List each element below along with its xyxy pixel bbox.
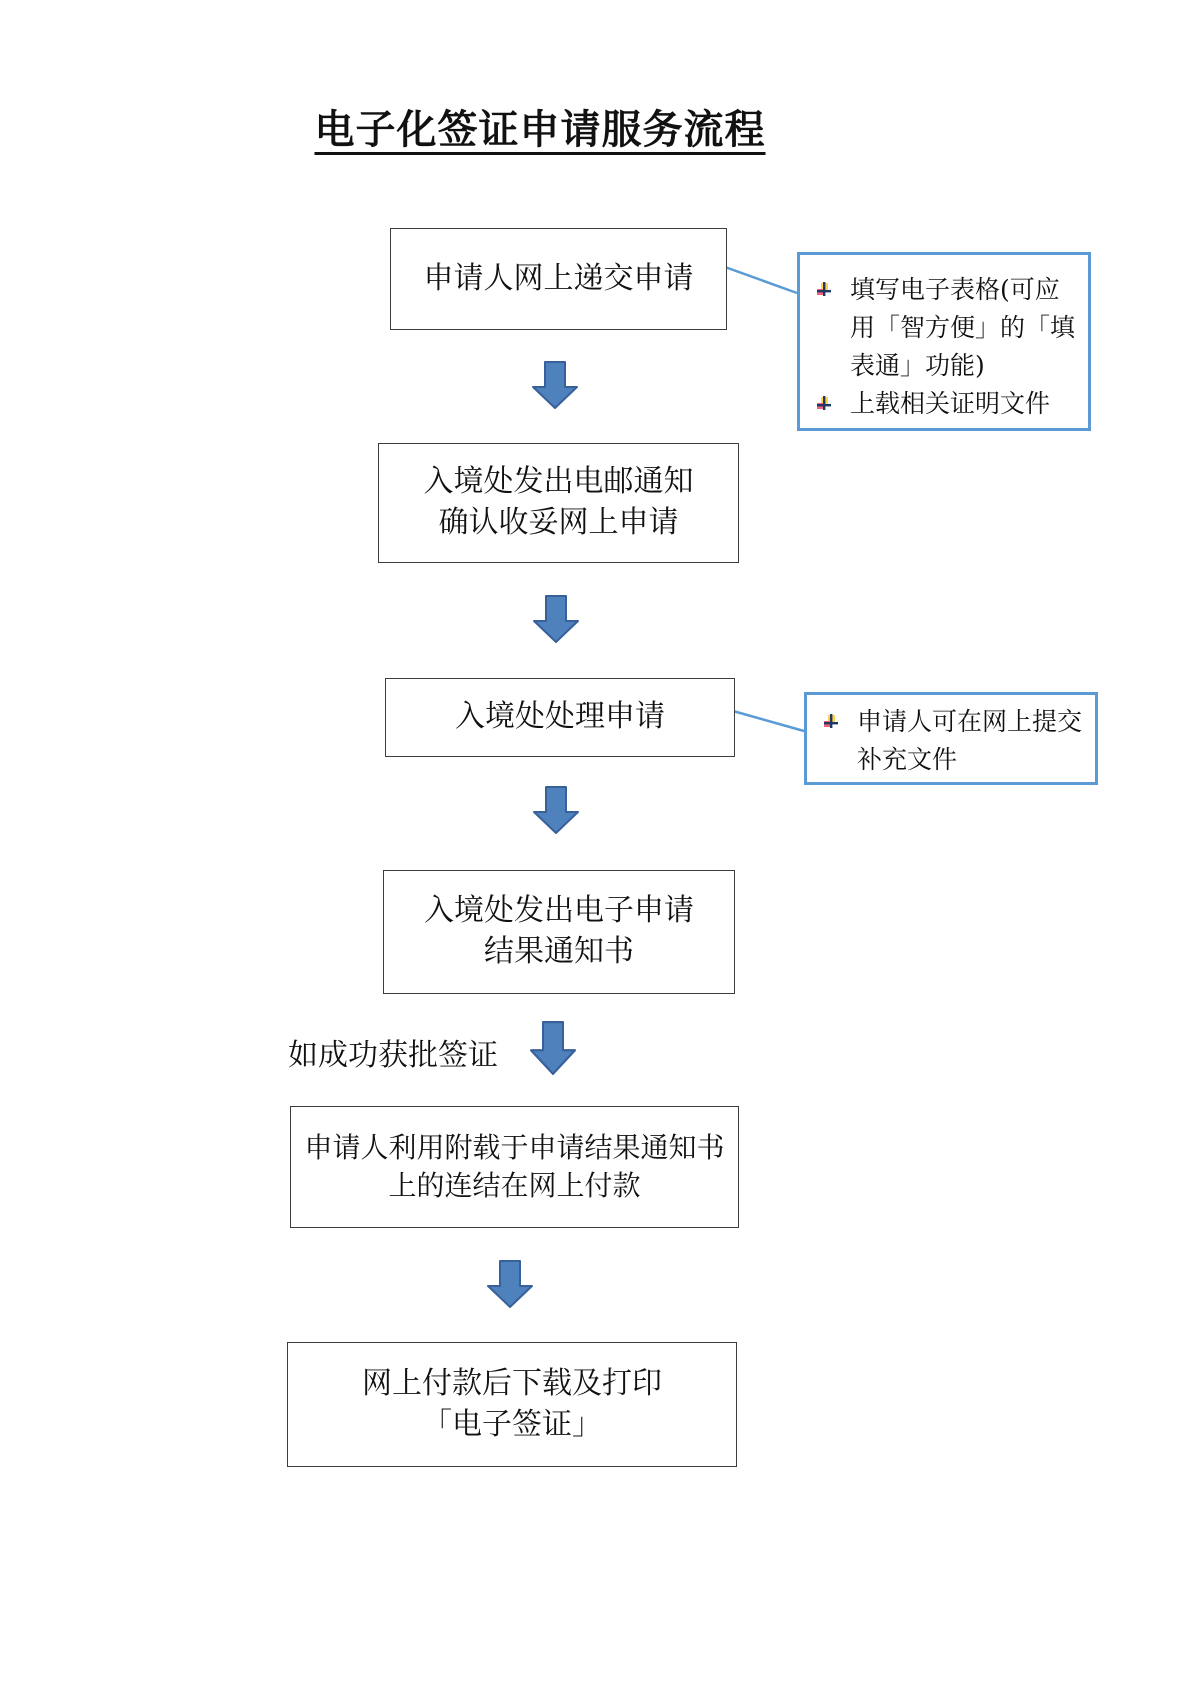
four-color-plus-bullet-icon xyxy=(816,396,832,412)
flow-step-submit-online xyxy=(390,228,727,330)
callout-processing-notes xyxy=(804,692,1098,785)
branch-condition-label: 如成功获批签证 xyxy=(288,1038,498,1073)
callout-text-line: 用「智方便」的「填 xyxy=(850,313,1076,342)
four-color-plus-bullet-icon xyxy=(823,714,839,730)
flow-step-processing xyxy=(385,678,735,757)
callout-text-line: 申请人可在网上提交 xyxy=(857,707,1083,736)
flow-step-text: 申请人利用附载于申请结果通知书 xyxy=(304,1130,725,1164)
callout-text-line: 表通」功能) xyxy=(850,351,985,380)
flow-step-e-result xyxy=(383,870,735,994)
page-title: 电子化签证申请服务流程 xyxy=(314,106,766,153)
flow-step-text: 结果通知书 xyxy=(484,934,634,969)
down-arrow-5 xyxy=(487,1260,533,1308)
flow-step-download-print xyxy=(287,1342,737,1467)
flow-step-text: 入境处处理申请 xyxy=(455,699,665,735)
flow-step-text: 「电子签证」 xyxy=(422,1406,602,1442)
callout-bullet-item xyxy=(816,271,1080,385)
flow-step-text: 申请人网上递交申请 xyxy=(423,260,694,296)
down-arrow-4 xyxy=(530,1021,576,1075)
callout-text-line: 补充文件 xyxy=(857,745,958,774)
connector-line-step1-callout xyxy=(725,267,797,293)
four-color-plus-bullet-icon xyxy=(816,282,832,298)
flow-step-text: 网上付款后下载及打印 xyxy=(362,1365,662,1401)
callout-bullet-item xyxy=(823,703,1087,779)
flow-step-text: 上的连结在网上付款 xyxy=(388,1169,641,1202)
down-arrow-2 xyxy=(533,595,579,643)
connector-line-step3-callout xyxy=(733,711,804,731)
down-arrow-1 xyxy=(532,361,578,409)
callout-text-line: 上载相关证明文件 xyxy=(850,389,1051,418)
flow-step-pay-online xyxy=(290,1106,739,1228)
flow-step-text: 入境处发出电邮通知 xyxy=(423,464,694,500)
flow-step-email-ack xyxy=(378,443,739,563)
callout-text-line: 填写电子表格(可应 xyxy=(850,275,1060,304)
flow-step-text: 确认收妥网上申请 xyxy=(438,505,679,540)
callout-submit-notes xyxy=(797,252,1091,431)
flow-step-text: 入境处发出电子申请 xyxy=(424,893,694,929)
callout-bullet-item xyxy=(816,385,1080,423)
down-arrow-3 xyxy=(533,786,579,834)
